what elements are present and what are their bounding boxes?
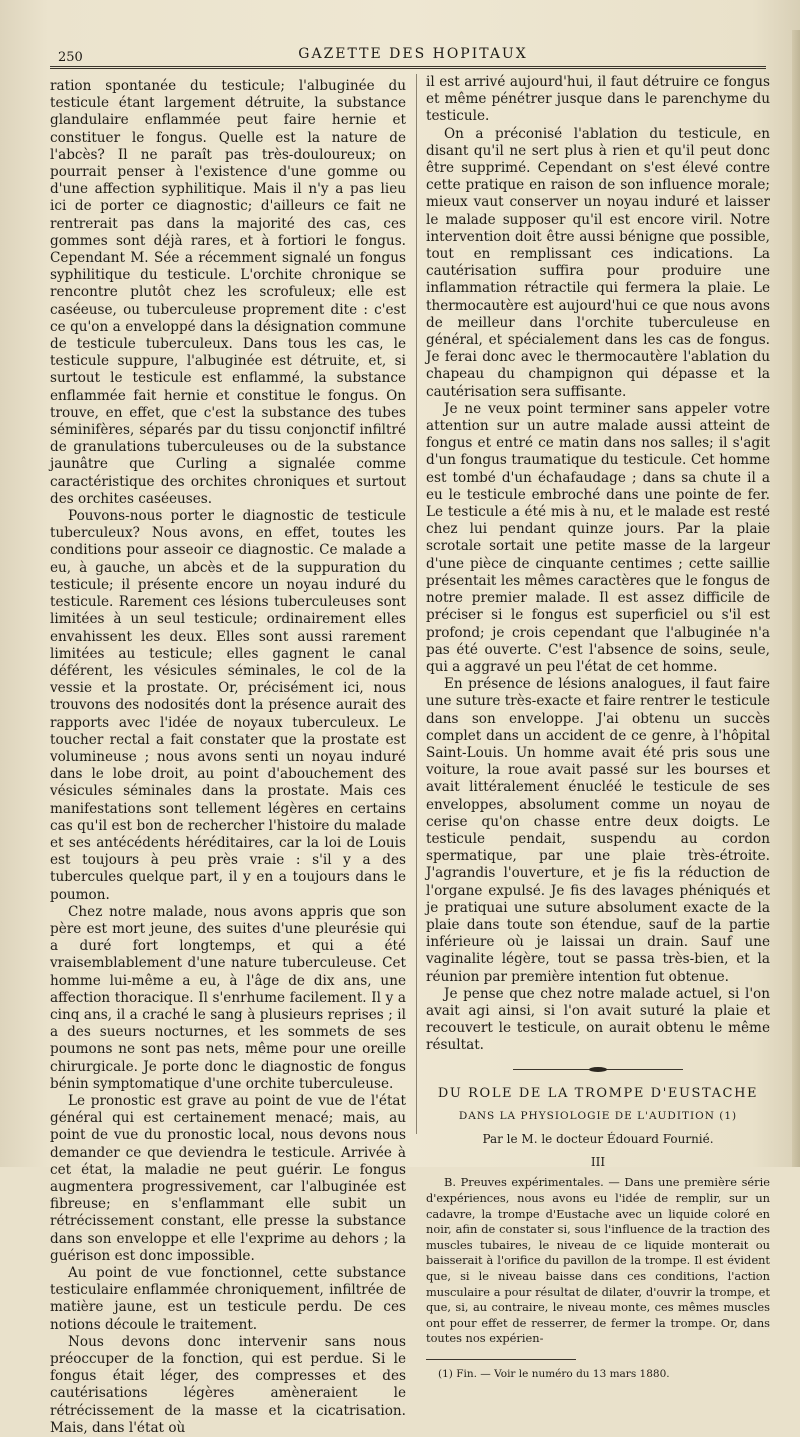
- paragraph: On a préconisé l'ablation du testicule, en disant qu'il ne sert plus à rien et qu'il peut donc être supprimé. Cependant on s'est élevé contre cette pratique en raison de son influence morale; mieux vaut conserver un noyau induré et laisser le malade supposer qu'il est encore viril. Notre intervention doit être aussi bénigne que possible, tout en remplissant ces indications. La cautérisation suffira pour produire une inflammation rétractile qui fermera la plaie. Le thermocautère est aujourd'hui ce que nous avons de meilleur dans l'orchite tuberculeuse en général, et spécialement dans les cas de fongus. Je ferai donc avec le thermocautère l'ablation du chapeau du champignon qui dépasse et la cautérisation sera suffisante.: [426, 125, 770, 400]
- paragraph: Chez notre malade, nous avons appris que son père est mort jeune, des suites d'une pleurésie qui a duré fort longtemps, et qui a été vraisemblablement d'une nature tuberculeuse. Cet homme lui-même a eu, à l'âge de dix ans, une affection thoracique. Il s'enrhume facilement. Il y a cinq ans, il a craché le sang à plusieurs reprises ; il a des sueurs nocturnes, et les sommets de ses poumons ne sont pas nets, même pour une oreille chirurgicale. Je porte donc le diagnostic de fongus bénin symptomatique d'une orchite tuberculeuse.: [50, 903, 406, 1092]
- article-title: DU ROLE DE LA TROMPE D'EUSTACHE: [437, 1085, 759, 1101]
- paragraph: En présence de lésions analogues, il faut faire une suture très-exacte et faire rentrer le testicule dans son enveloppe. J'ai obtenu un succès complet dans un accident de ce genre, à l'hôpital Saint-Louis. Un homme avait été pris sous une voiture, la roue avait passé sur les bourses et avait littéralement énucléé le testicule de ses enveloppes, absolument comme un noyau de cerise qu'on chasse entre deux doigts. Le testicule pendait, suspendu au cordon spermatique, par une plaie très-étroite. J'agrandis l'ouverture, et je fis la réduction de l'organe expulsé. Je fis des lavages phéniqués et je pratiquai une suture absolument exacte de la plaie dans toute son étendue, sauf de la partie inférieure où je laissai un drain. Sauf une vaginalite légère, tout se passa très-bien, et la réunion par première intention fut obtenue.: [426, 676, 770, 985]
- article-author: Par le M. le docteur Édouard Fournié.: [482, 1131, 714, 1146]
- right-column: [426, 74, 770, 1383]
- left-column: [50, 78, 406, 1437]
- section-separator: [513, 1067, 683, 1073]
- footnote: (1) Fin. — Voir le numéro du 13 mars 1880.: [438, 1367, 670, 1380]
- paragraph: Je pense que chez notre malade actuel, si l'on avait agi ainsi, si l'on avait suturé la plaie et recouvert le testicule, on aurait obtenu le même résultat.: [426, 985, 770, 1054]
- page-header: [58, 44, 768, 68]
- header-rule: [50, 66, 766, 69]
- article-section-number: III: [590, 1155, 606, 1170]
- article-body: B. Preuves expérimentales. — Dans une première série d'expériences, nous avons eu l'idée de remplir, sur un cadavre, la trompe d'Eustache avec un liquide coloré en noir, afin de constater si, sous l'influence de la traction des muscles tubaires, le niveau de ce liquide monterait ou baisserait à l'orifice du pavillon de la trompe. Il est évident que, si le niveau baisse dans ces conditions, l'action musculaire a pour résultat de dilater, d'ouvrir la trompe, et que, si, au contraire, le niveau monte, ces mêmes muscles ont pour effet de resserrer, de fermer la trompe. Or, dans toutes nos expérien-: [426, 1175, 770, 1346]
- journal-title: GAZETTE DES HOPITAUX: [298, 46, 528, 62]
- footnote-rule: [426, 1359, 576, 1360]
- page-number: 250: [58, 50, 83, 65]
- column-divider: [416, 74, 417, 1134]
- article-subtitle: DANS LA PHYSIOLOGIE DE L'AUDITION (1): [458, 1109, 738, 1122]
- paragraph: ration spontanée du testicule; l'albuginée du testicule étant largement détruite, la substance glandulaire enflammée peut faire hernie et constituer le fongus. Quelle est la nature de l'abcès? Il ne paraît pas très-douloureux; on pourrait penser à l'existence d'une gomme ou d'une affection syphilitique. Mais il n'y a pas lieu ici de porter ce diagnostic; d'ailleurs ce fait ne rentrerait pas dans la majorité des cas, ces gommes sont déjà rares, et à fortiori le fongus. Cependant M. Sée a récemment signalé un fongus syphilitique du testicule. L'orchite chronique se rencontre plutôt chez les scrofuleux; elle est caséeuse, ou tuberculeuse proprement dite : c'est ce qu'on a enveloppé dans la désignation commune de testicule tuberculeux. Dans tous les cas, le testicule suppure, l'albuginée est détruite, et, si surtout le testicule est enflammé, la substance enflammée fait hernie et constitue le fongus. On trouve, en effet, que c'est la substance des tubes séminifères, séparés par du tissu conjonctif infiltré de granulations tuberculeuses ou de la substance jaunâtre que Curling a signalée comme caractéristique des orchites chroniques et surtout des orchites caséeuses.: [50, 78, 406, 507]
- paragraph: Je ne veux point terminer sans appeler votre attention sur un autre malade aussi atteint de fongus et entré ce matin dans nos salles; il s'agit d'un fongus traumatique du testicule. Cet homme est tombé d'un échafaudage ; dans sa chute il a eu le testicule embroché dans une pointe de fer. Le testicule a été mis à nu, et le malade est resté chez lui pendant quinze jours. Par la plaie scrotale sortait une petite masse de la largeur d'une pièce de cinquante centimes ; cette saillie présentait les mêmes caractères que le fongus de notre premier malade. Il est assez difficile de préciser si le fongus est superficiel ou s'il est profond; je crois cependant que l'albuginée n'a pas été ouverte. C'est l'absence de soins, seule, qui a aggravé un peu l'état de cet homme.: [426, 400, 770, 675]
- paragraph: Nous devons donc intervenir sans nous préoccuper de la fonction, qui est perdue. Si le fongus était léger, des compresses et des cautérisations légères amèneraient le rétrécissement de la masse et la cicatrisation. Mais, dans l'état où: [50, 1333, 406, 1436]
- paragraph: il est arrivé aujourd'hui, il faut détruire ce fongus et même pénétrer jusque dans le parenchyme du testicule.: [426, 74, 770, 125]
- paragraph: Le pronostic est grave au point de vue de l'état général qui est certainement menacé; mais, au point de vue du pronostic local, nous devons nous demander ce que deviendra le testicule. Arrivée à cet état, la maladie ne peut guérir. Le fongus augmentera progressivement, car l'albuginée est fibreuse; en s'enflammant elle subit un rétrécissement constant, elle presse la substance dans son enveloppe et elle l'exprime au dehors ; la guérison est donc impossible.: [50, 1092, 406, 1264]
- binding-edge: [792, 30, 800, 1167]
- paragraph: Au point de vue fonctionnel, cette substance testiculaire enflammée chroniquement, infiltrée de matière jaune, est un testicule perdu. De ces notions découle le traitement.: [50, 1265, 406, 1333]
- paragraph: Pouvons-nous porter le diagnostic de testicule tuberculeux? Nous avons, en effet, toutes les conditions pour asseoir ce diagnostic. Ce malade a eu, à gauche, un abcès et de la suppuration du testicule; il présente encore un noyau induré du testicule. Rarement ces lésions tuberculeuses sont limitées à un seul testicule; ordinairement elles envahissent les deux. Elles sont aussi rarement limitées au testicule; elles gagnent le canal déférent, les vésicules séminales, le col de la vessie et la prostate. Or, précisément ici, nous trouvons des nodosités dont la présence aurait des rapports avec l'idée de noyaux tuberculeux. Le toucher rectal a fait constater que la prostate est volumineuse ; nous avons senti un noyau induré dans le lobe droit, au point d'abouchement des vésicules séminales dans la prostate. Mais ces manifestations sont tellement légères en certains cas qu'il est bon de rechercher l'histoire du malade et ses antécédents héréditaires, car la loi de Louis est toujours à peu près vraie : s'il y a des tubercules quelque part, il y en a toujours dans le poumon.: [50, 508, 406, 903]
